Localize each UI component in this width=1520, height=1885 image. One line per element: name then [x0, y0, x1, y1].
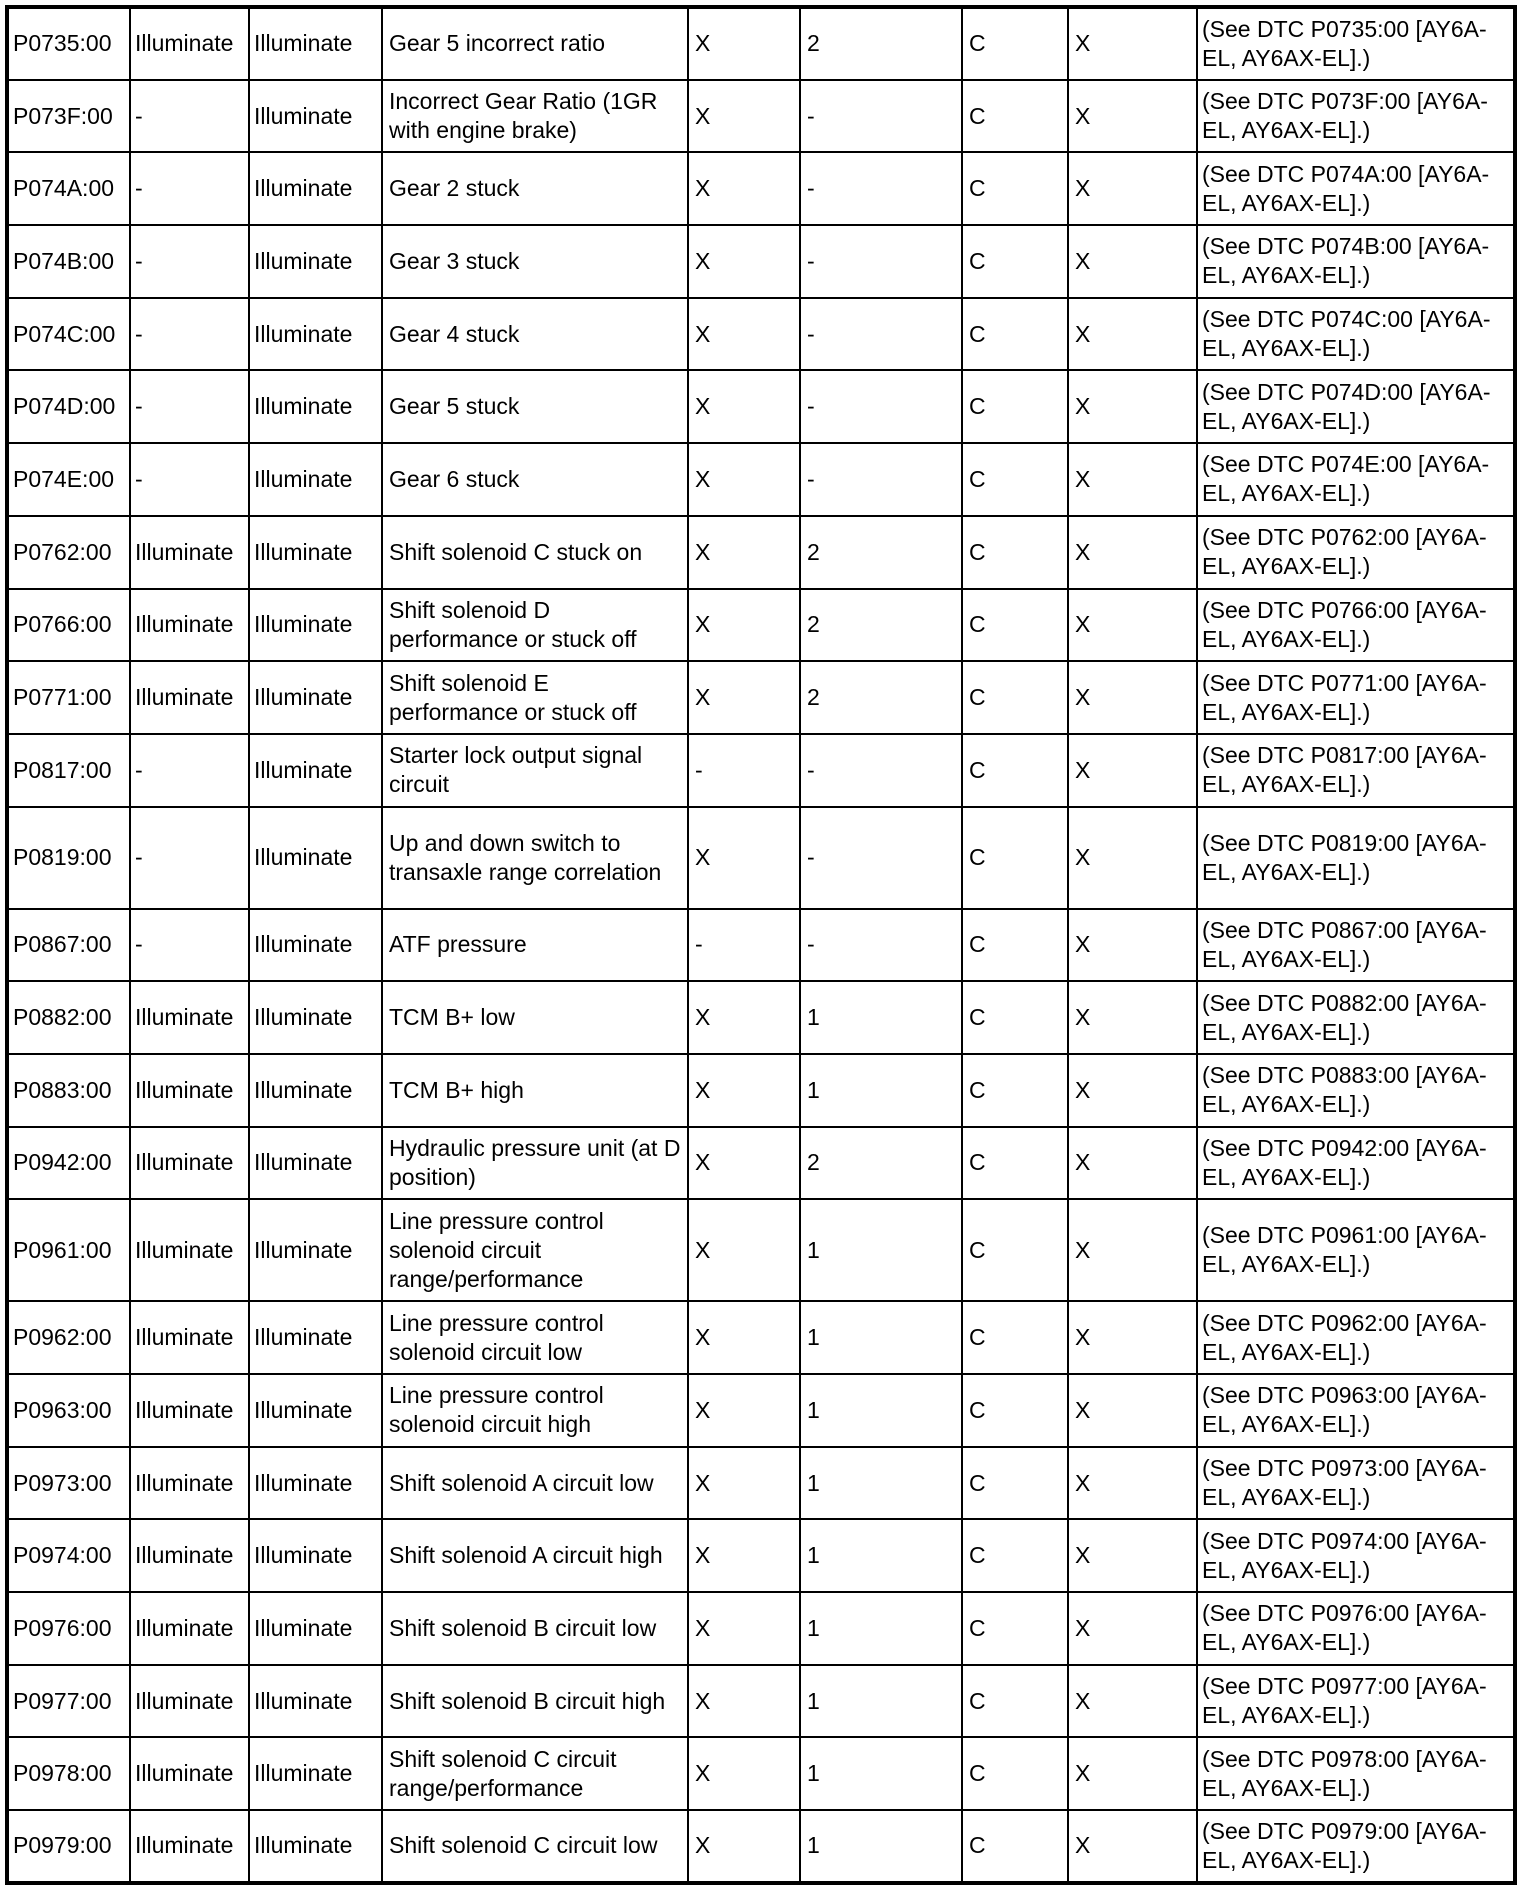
memory-function-cell: X [1068, 1199, 1197, 1301]
detection-condition-cell: Gear 5 stuck [382, 370, 688, 443]
self-test-type-cell: C [962, 298, 1068, 371]
drive-cycle-cell: 1 [800, 1054, 962, 1127]
detection-condition-cell: Hydraulic pressure unit (at D position) [382, 1127, 688, 1200]
warning-light-cell: Illuminate [249, 1665, 382, 1738]
status-cell: X [688, 1519, 800, 1592]
reference-page-cell: (See DTC P0817:00 [AY6A-EL, AY6AX-EL].) [1197, 734, 1515, 807]
warning-light-cell: Illuminate [249, 370, 382, 443]
warning-light-cell: Illuminate [249, 1592, 382, 1665]
memory-function-cell: X [1068, 661, 1197, 734]
drive-cycle-cell: - [800, 734, 962, 807]
memory-function-cell: X [1068, 734, 1197, 807]
dtc-code-cell: P0979:00 [7, 1810, 130, 1883]
detection-condition-cell: Line pressure control solenoid circuit range/performance [382, 1199, 688, 1301]
mil-indicator-cell: - [130, 807, 249, 909]
self-test-type-cell: C [962, 1054, 1068, 1127]
warning-light-cell: Illuminate [249, 1447, 382, 1520]
drive-cycle-cell: 2 [800, 516, 962, 589]
status-cell: X [688, 1374, 800, 1447]
dtc-code-cell: P0882:00 [7, 981, 130, 1054]
table-row [7, 589, 1515, 662]
table-row [7, 1199, 1515, 1301]
drive-cycle-cell: 1 [800, 1447, 962, 1520]
reference-page-cell: (See DTC P0771:00 [AY6A-EL, AY6AX-EL].) [1197, 661, 1515, 734]
self-test-type-cell: C [962, 1199, 1068, 1301]
mil-indicator-cell: Illuminate [130, 1519, 249, 1592]
drive-cycle-cell: 1 [800, 981, 962, 1054]
table-row [7, 734, 1515, 807]
mil-indicator-cell: Illuminate [130, 7, 249, 80]
reference-page-cell: (See DTC P074B:00 [AY6A-EL, AY6AX-EL].) [1197, 225, 1515, 298]
detection-condition-cell: Gear 4 stuck [382, 298, 688, 371]
detection-condition-cell: Shift solenoid D performance or stuck off [382, 589, 688, 662]
table-row [7, 1737, 1515, 1810]
memory-function-cell: X [1068, 298, 1197, 371]
drive-cycle-cell: 2 [800, 7, 962, 80]
self-test-type-cell: C [962, 1447, 1068, 1520]
status-cell: X [688, 80, 800, 153]
drive-cycle-cell: 1 [800, 1665, 962, 1738]
memory-function-cell: X [1068, 909, 1197, 982]
self-test-type-cell: C [962, 589, 1068, 662]
warning-light-cell: Illuminate [249, 298, 382, 371]
detection-condition-cell: TCM B+ high [382, 1054, 688, 1127]
drive-cycle-cell: - [800, 443, 962, 516]
mil-indicator-cell: - [130, 225, 249, 298]
table-row [7, 1519, 1515, 1592]
drive-cycle-cell: - [800, 152, 962, 225]
memory-function-cell: X [1068, 589, 1197, 662]
warning-light-cell: Illuminate [249, 443, 382, 516]
memory-function-cell: X [1068, 152, 1197, 225]
reference-page-cell: (See DTC P0762:00 [AY6A-EL, AY6AX-EL].) [1197, 516, 1515, 589]
mil-indicator-cell: - [130, 443, 249, 516]
memory-function-cell: X [1068, 443, 1197, 516]
drive-cycle-cell: - [800, 370, 962, 443]
warning-light-cell: Illuminate [249, 1374, 382, 1447]
table-row [7, 7, 1515, 80]
status-cell: X [688, 1447, 800, 1520]
table-row [7, 80, 1515, 153]
status-cell: X [688, 1810, 800, 1883]
status-cell: X [688, 225, 800, 298]
reference-page-cell: (See DTC P074C:00 [AY6A-EL, AY6AX-EL].) [1197, 298, 1515, 371]
warning-light-cell: Illuminate [249, 1054, 382, 1127]
drive-cycle-cell: 1 [800, 1592, 962, 1665]
self-test-type-cell: C [962, 516, 1068, 589]
self-test-type-cell: C [962, 80, 1068, 153]
status-cell: X [688, 1199, 800, 1301]
warning-light-cell: Illuminate [249, 661, 382, 734]
mil-indicator-cell: - [130, 734, 249, 807]
drive-cycle-cell: 1 [800, 1199, 962, 1301]
detection-condition-cell: Starter lock output signal circuit [382, 734, 688, 807]
reference-page-cell: (See DTC P0962:00 [AY6A-EL, AY6AX-EL].) [1197, 1301, 1515, 1374]
reference-page-cell: (See DTC P0978:00 [AY6A-EL, AY6AX-EL].) [1197, 1737, 1515, 1810]
self-test-type-cell: C [962, 909, 1068, 982]
dtc-code-cell: P0961:00 [7, 1199, 130, 1301]
status-cell: X [688, 589, 800, 662]
table-row [7, 1447, 1515, 1520]
drive-cycle-cell: - [800, 298, 962, 371]
warning-light-cell: Illuminate [249, 807, 382, 909]
dtc-code-cell: P0735:00 [7, 7, 130, 80]
table-row [7, 516, 1515, 589]
reference-page-cell: (See DTC P073F:00 [AY6A-EL, AY6AX-EL].) [1197, 80, 1515, 153]
mil-indicator-cell: Illuminate [130, 1054, 249, 1127]
memory-function-cell: X [1068, 1665, 1197, 1738]
self-test-type-cell: C [962, 370, 1068, 443]
status-cell: X [688, 298, 800, 371]
drive-cycle-cell: 1 [800, 1374, 962, 1447]
detection-condition-cell: Gear 6 stuck [382, 443, 688, 516]
dtc-code-cell: P074E:00 [7, 443, 130, 516]
mil-indicator-cell: - [130, 80, 249, 153]
warning-light-cell: Illuminate [249, 589, 382, 662]
memory-function-cell: X [1068, 1374, 1197, 1447]
detection-condition-cell: ATF pressure [382, 909, 688, 982]
mil-indicator-cell: Illuminate [130, 981, 249, 1054]
status-cell: X [688, 807, 800, 909]
detection-condition-cell: Shift solenoid C circuit low [382, 1810, 688, 1883]
dtc-code-cell: P074C:00 [7, 298, 130, 371]
reference-page-cell: (See DTC P0883:00 [AY6A-EL, AY6AX-EL].) [1197, 1054, 1515, 1127]
memory-function-cell: X [1068, 1301, 1197, 1374]
dtc-table [5, 5, 1517, 1885]
table-row [7, 1054, 1515, 1127]
warning-light-cell: Illuminate [249, 1810, 382, 1883]
drive-cycle-cell: - [800, 80, 962, 153]
self-test-type-cell: C [962, 7, 1068, 80]
warning-light-cell: Illuminate [249, 909, 382, 982]
status-cell: X [688, 443, 800, 516]
mil-indicator-cell: Illuminate [130, 1301, 249, 1374]
status-cell: X [688, 981, 800, 1054]
mil-indicator-cell: - [130, 152, 249, 225]
mil-indicator-cell: Illuminate [130, 661, 249, 734]
dtc-code-cell: P0962:00 [7, 1301, 130, 1374]
memory-function-cell: X [1068, 1054, 1197, 1127]
drive-cycle-cell: 2 [800, 661, 962, 734]
dtc-code-cell: P0762:00 [7, 516, 130, 589]
detection-condition-cell: Line pressure control solenoid circuit low [382, 1301, 688, 1374]
self-test-type-cell: C [962, 225, 1068, 298]
status-cell: - [688, 734, 800, 807]
reference-page-cell: (See DTC P0735:00 [AY6A-EL, AY6AX-EL].) [1197, 7, 1515, 80]
dtc-code-cell: P0963:00 [7, 1374, 130, 1447]
self-test-type-cell: C [962, 1519, 1068, 1592]
dtc-code-cell: P073F:00 [7, 80, 130, 153]
reference-page-cell: (See DTC P0974:00 [AY6A-EL, AY6AX-EL].) [1197, 1519, 1515, 1592]
memory-function-cell: X [1068, 80, 1197, 153]
mil-indicator-cell: Illuminate [130, 1127, 249, 1200]
table-row [7, 1810, 1515, 1883]
detection-condition-cell: Incorrect Gear Ratio (1GR with engine brake) [382, 80, 688, 153]
detection-condition-cell: Shift solenoid A circuit high [382, 1519, 688, 1592]
status-cell: X [688, 1665, 800, 1738]
table-row [7, 225, 1515, 298]
table-row [7, 298, 1515, 371]
memory-function-cell: X [1068, 1810, 1197, 1883]
dtc-code-cell: P074B:00 [7, 225, 130, 298]
detection-condition-cell: Shift solenoid C circuit range/performance [382, 1737, 688, 1810]
dtc-code-cell: P0977:00 [7, 1665, 130, 1738]
reference-page-cell: (See DTC P0961:00 [AY6A-EL, AY6AX-EL].) [1197, 1199, 1515, 1301]
reference-page-cell: (See DTC P0882:00 [AY6A-EL, AY6AX-EL].) [1197, 981, 1515, 1054]
status-cell: X [688, 1301, 800, 1374]
detection-condition-cell: Gear 5 incorrect ratio [382, 7, 688, 80]
dtc-code-cell: P0973:00 [7, 1447, 130, 1520]
mil-indicator-cell: Illuminate [130, 1810, 249, 1883]
status-cell: X [688, 1054, 800, 1127]
dtc-table-body [7, 7, 1515, 1883]
self-test-type-cell: C [962, 443, 1068, 516]
dtc-code-cell: P0771:00 [7, 661, 130, 734]
memory-function-cell: X [1068, 807, 1197, 909]
status-cell: X [688, 661, 800, 734]
table-row [7, 1127, 1515, 1200]
self-test-type-cell: C [962, 152, 1068, 225]
self-test-type-cell: C [962, 1737, 1068, 1810]
dtc-code-cell: P0883:00 [7, 1054, 130, 1127]
table-row [7, 1592, 1515, 1665]
dtc-code-cell: P0819:00 [7, 807, 130, 909]
self-test-type-cell: C [962, 981, 1068, 1054]
reference-page-cell: (See DTC P0766:00 [AY6A-EL, AY6AX-EL].) [1197, 589, 1515, 662]
warning-light-cell: Illuminate [249, 1199, 382, 1301]
warning-light-cell: Illuminate [249, 516, 382, 589]
warning-light-cell: Illuminate [249, 152, 382, 225]
detection-condition-cell: Shift solenoid C stuck on [382, 516, 688, 589]
memory-function-cell: X [1068, 1447, 1197, 1520]
detection-condition-cell: Shift solenoid E performance or stuck off [382, 661, 688, 734]
dtc-code-cell: P0817:00 [7, 734, 130, 807]
mil-indicator-cell: Illuminate [130, 516, 249, 589]
status-cell: X [688, 370, 800, 443]
mil-indicator-cell: Illuminate [130, 1665, 249, 1738]
mil-indicator-cell: - [130, 909, 249, 982]
self-test-type-cell: C [962, 1127, 1068, 1200]
mil-indicator-cell: - [130, 370, 249, 443]
reference-page-cell: (See DTC P0979:00 [AY6A-EL, AY6AX-EL].) [1197, 1810, 1515, 1883]
mil-indicator-cell: Illuminate [130, 1374, 249, 1447]
table-row [7, 1374, 1515, 1447]
mil-indicator-cell: - [130, 298, 249, 371]
reference-page-cell: (See DTC P0942:00 [AY6A-EL, AY6AX-EL].) [1197, 1127, 1515, 1200]
status-cell: X [688, 1737, 800, 1810]
dtc-code-cell: P074D:00 [7, 370, 130, 443]
memory-function-cell: X [1068, 370, 1197, 443]
self-test-type-cell: C [962, 1810, 1068, 1883]
memory-function-cell: X [1068, 225, 1197, 298]
drive-cycle-cell: - [800, 225, 962, 298]
memory-function-cell: X [1068, 1127, 1197, 1200]
table-row [7, 152, 1515, 225]
warning-light-cell: Illuminate [249, 1519, 382, 1592]
table-row [7, 807, 1515, 909]
drive-cycle-cell: 1 [800, 1737, 962, 1810]
dtc-code-cell: P0974:00 [7, 1519, 130, 1592]
drive-cycle-cell: 2 [800, 1127, 962, 1200]
detection-condition-cell: Shift solenoid A circuit low [382, 1447, 688, 1520]
dtc-code-cell: P0978:00 [7, 1737, 130, 1810]
status-cell: - [688, 909, 800, 982]
reference-page-cell: (See DTC P074E:00 [AY6A-EL, AY6AX-EL].) [1197, 443, 1515, 516]
self-test-type-cell: C [962, 734, 1068, 807]
reference-page-cell: (See DTC P074D:00 [AY6A-EL, AY6AX-EL].) [1197, 370, 1515, 443]
memory-function-cell: X [1068, 1519, 1197, 1592]
drive-cycle-cell: 1 [800, 1519, 962, 1592]
status-cell: X [688, 1127, 800, 1200]
reference-page-cell: (See DTC P0977:00 [AY6A-EL, AY6AX-EL].) [1197, 1665, 1515, 1738]
mil-indicator-cell: Illuminate [130, 1199, 249, 1301]
warning-light-cell: Illuminate [249, 80, 382, 153]
detection-condition-cell: TCM B+ low [382, 981, 688, 1054]
detection-condition-cell: Gear 2 stuck [382, 152, 688, 225]
self-test-type-cell: C [962, 807, 1068, 909]
dtc-code-cell: P0942:00 [7, 1127, 130, 1200]
memory-function-cell: X [1068, 7, 1197, 80]
warning-light-cell: Illuminate [249, 1127, 382, 1200]
dtc-code-cell: P074A:00 [7, 152, 130, 225]
drive-cycle-cell: 1 [800, 1810, 962, 1883]
warning-light-cell: Illuminate [249, 1301, 382, 1374]
warning-light-cell: Illuminate [249, 7, 382, 80]
table-row [7, 1665, 1515, 1738]
memory-function-cell: X [1068, 1592, 1197, 1665]
warning-light-cell: Illuminate [249, 981, 382, 1054]
table-row [7, 661, 1515, 734]
reference-page-cell: (See DTC P0976:00 [AY6A-EL, AY6AX-EL].) [1197, 1592, 1515, 1665]
mil-indicator-cell: Illuminate [130, 1737, 249, 1810]
dtc-code-cell: P0867:00 [7, 909, 130, 982]
self-test-type-cell: C [962, 1374, 1068, 1447]
status-cell: X [688, 7, 800, 80]
drive-cycle-cell: 2 [800, 589, 962, 662]
table-row [7, 1301, 1515, 1374]
self-test-type-cell: C [962, 1301, 1068, 1374]
drive-cycle-cell: 1 [800, 1301, 962, 1374]
memory-function-cell: X [1068, 516, 1197, 589]
table-row [7, 981, 1515, 1054]
memory-function-cell: X [1068, 1737, 1197, 1810]
detection-condition-cell: Line pressure control solenoid circuit high [382, 1374, 688, 1447]
warning-light-cell: Illuminate [249, 225, 382, 298]
mil-indicator-cell: Illuminate [130, 589, 249, 662]
table-row [7, 370, 1515, 443]
warning-light-cell: Illuminate [249, 1737, 382, 1810]
detection-condition-cell: Gear 3 stuck [382, 225, 688, 298]
status-cell: X [688, 1592, 800, 1665]
reference-page-cell: (See DTC P0867:00 [AY6A-EL, AY6AX-EL].) [1197, 909, 1515, 982]
self-test-type-cell: C [962, 1592, 1068, 1665]
reference-page-cell: (See DTC P074A:00 [AY6A-EL, AY6AX-EL].) [1197, 152, 1515, 225]
drive-cycle-cell: - [800, 807, 962, 909]
memory-function-cell: X [1068, 981, 1197, 1054]
table-row [7, 443, 1515, 516]
dtc-code-cell: P0976:00 [7, 1592, 130, 1665]
detection-condition-cell: Shift solenoid B circuit high [382, 1665, 688, 1738]
status-cell: X [688, 516, 800, 589]
dtc-code-cell: P0766:00 [7, 589, 130, 662]
reference-page-cell: (See DTC P0819:00 [AY6A-EL, AY6AX-EL].) [1197, 807, 1515, 909]
table-row [7, 909, 1515, 982]
reference-page-cell: (See DTC P0963:00 [AY6A-EL, AY6AX-EL].) [1197, 1374, 1515, 1447]
warning-light-cell: Illuminate [249, 734, 382, 807]
drive-cycle-cell: - [800, 909, 962, 982]
self-test-type-cell: C [962, 1665, 1068, 1738]
status-cell: X [688, 152, 800, 225]
mil-indicator-cell: Illuminate [130, 1447, 249, 1520]
detection-condition-cell: Shift solenoid B circuit low [382, 1592, 688, 1665]
detection-condition-cell: Up and down switch to transaxle range correlation [382, 807, 688, 909]
reference-page-cell: (See DTC P0973:00 [AY6A-EL, AY6AX-EL].) [1197, 1447, 1515, 1520]
self-test-type-cell: C [962, 661, 1068, 734]
mil-indicator-cell: Illuminate [130, 1592, 249, 1665]
